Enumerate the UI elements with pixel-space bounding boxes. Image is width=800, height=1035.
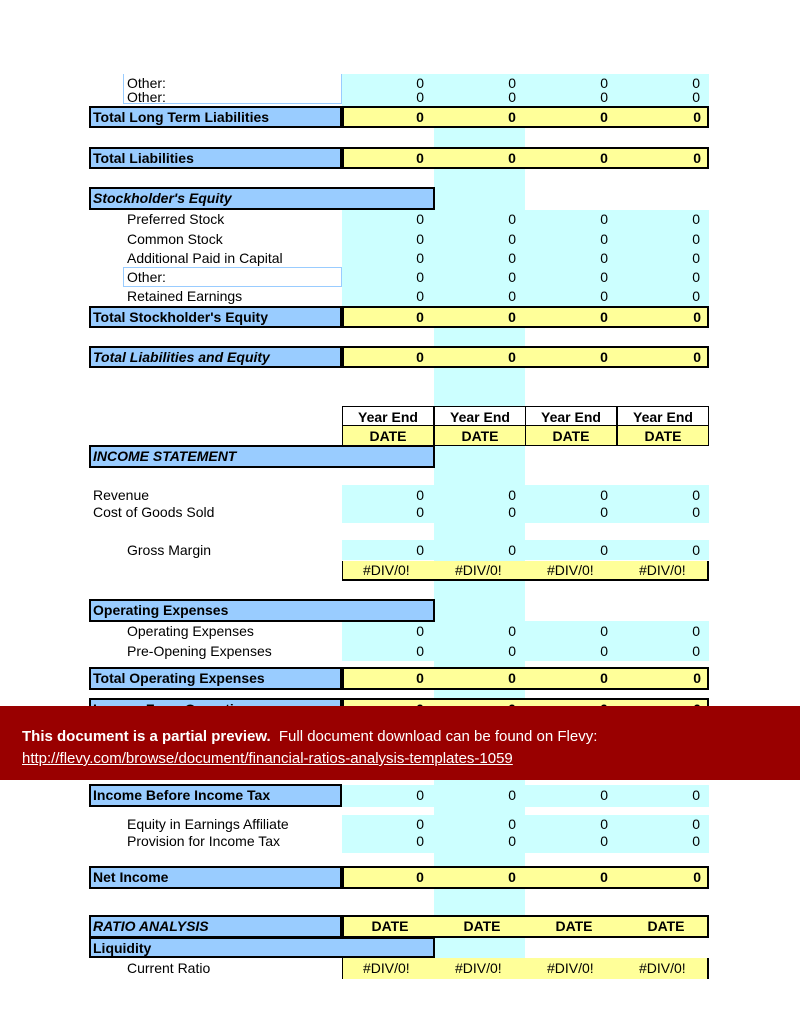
total-liabilities-and-equity-values: 0 0 0 0: [342, 346, 709, 368]
ratio-analysis-header: RATIO ANALYSIS: [89, 915, 342, 938]
value-cell: 0: [692, 288, 700, 304]
value-cell: 0: [692, 542, 700, 558]
value-cell: 0: [600, 504, 608, 520]
equity-row-label: Common Stock: [127, 231, 223, 247]
value-cell: 0: [416, 816, 424, 832]
total-liabilities-and-equity-label: Total Liabilities and Equity: [89, 346, 342, 368]
value-cell: 0: [600, 75, 608, 91]
stockholders-equity-header: Stockholder's Equity: [89, 187, 435, 210]
value-cell: 0: [416, 89, 424, 105]
date-header: DATE: [434, 425, 526, 446]
current-ratio-label: Current Ratio: [127, 960, 211, 976]
value-cell: 0: [692, 75, 700, 91]
value-cell: 0: [692, 89, 700, 105]
value-cell: 0: [508, 211, 516, 227]
equity-row-label: Retained Earnings: [127, 288, 243, 304]
opex-row-label: Operating Expenses: [127, 623, 254, 639]
equity-row-label: Other:: [127, 269, 166, 285]
value-cell: 0: [508, 250, 516, 266]
value-cell: 0: [600, 269, 608, 285]
current-ratio-values: #DIV/0! #DIV/0! #DIV/0! #DIV/0!: [342, 958, 709, 979]
value-cell: 0: [416, 623, 424, 639]
value-cell: 0: [416, 231, 424, 247]
date-header: DATE: [617, 425, 709, 446]
value-cell: 0: [416, 250, 424, 266]
liquidity-header: Liquidity: [89, 937, 435, 958]
date-header: DATE: [342, 425, 434, 446]
revenue-label: Revenue: [93, 487, 150, 503]
year-end-header: Year End: [342, 406, 434, 426]
value-cell: 0: [692, 269, 700, 285]
opex-row-label: Pre-Opening Expenses: [127, 643, 272, 659]
value-cell: 0: [600, 487, 608, 503]
value-cell: 0: [416, 643, 424, 659]
value-cell: 0: [600, 250, 608, 266]
date-header: DATE: [525, 425, 617, 446]
value-cell: 0: [508, 833, 516, 849]
value-cell: 0: [416, 288, 424, 304]
value-cell: 0: [416, 487, 424, 503]
value-cell: 0: [508, 623, 516, 639]
value-cell: 0: [600, 816, 608, 832]
value-cell: 0: [692, 504, 700, 520]
value-cell: 0: [508, 231, 516, 247]
preview-banner-message: Full document download can be found on Flevy:: [278, 728, 598, 745]
total-stockholders-equity-label: Total Stockholder's Equity: [89, 306, 342, 328]
net-income-label: Net Income: [89, 866, 342, 889]
value-cell: 0: [692, 250, 700, 266]
cogs-label: Cost of Goods Sold: [93, 504, 215, 520]
value-cell: 0: [416, 211, 424, 227]
value-cell: 0: [692, 833, 700, 849]
value-cell: 0: [508, 504, 516, 520]
value-cell: 0: [692, 816, 700, 832]
equity-row-label: Preferred Stock: [127, 211, 225, 227]
operating-expenses-header: Operating Expenses: [89, 599, 435, 622]
value-cell: 0: [600, 211, 608, 227]
value-cell: 0: [416, 504, 424, 520]
year-end-header: Year End: [525, 406, 617, 426]
value-cell: 0: [416, 75, 424, 91]
value-cell: 0: [600, 833, 608, 849]
value-cell: 0: [508, 288, 516, 304]
value-cell: 0: [508, 487, 516, 503]
total-operating-expenses-label: Total Operating Expenses: [89, 667, 342, 690]
gross-margin-percent-row: #DIV/0! #DIV/0! #DIV/0! #DIV/0!: [342, 561, 709, 581]
value-cell: 0: [692, 211, 700, 227]
value-cell: 0: [600, 643, 608, 659]
value-cell: 0: [692, 787, 700, 803]
value-cell: 0: [600, 787, 608, 803]
total-liabilities-values: 0 0 0 0: [342, 147, 709, 169]
value-cell: 0: [692, 623, 700, 639]
equity-earnings-label: Equity in Earnings Affiliate: [127, 816, 289, 832]
gross-margin-label: Gross Margin: [127, 542, 212, 558]
total-operating-expenses-values: 0 0 0 0: [342, 667, 709, 690]
preview-banner-bold: This document is a partial preview.: [22, 728, 271, 745]
other-label: Other:: [127, 75, 166, 91]
total-stockholders-equity-values: 0 0 0 0: [342, 306, 709, 328]
value-cell: 0: [600, 542, 608, 558]
value-cell: 0: [508, 269, 516, 285]
value-cell: 0: [600, 231, 608, 247]
total-long-term-liabilities-values: 0 0 0 0: [342, 106, 709, 128]
value-cell: 0: [508, 787, 516, 803]
value-cell: 0: [600, 623, 608, 639]
value-cell: 0: [508, 542, 516, 558]
value-cell: 0: [692, 231, 700, 247]
equity-row-label: Additional Paid in Capital: [127, 250, 283, 266]
income-before-tax-label: Income Before Income Tax: [89, 784, 342, 807]
value-cell: 0: [416, 269, 424, 285]
preview-banner-text: [22, 728, 597, 745]
income-statement-header: INCOME STATEMENT: [89, 445, 435, 468]
year-end-header: Year End: [617, 406, 709, 426]
flevy-download-link[interactable]: http://flevy.com/browse/document/financial-ratios-analysis-templates-1059: [22, 750, 513, 767]
value-cell: 0: [692, 487, 700, 503]
other-label: Other:: [127, 89, 166, 105]
value-cell: 0: [416, 542, 424, 558]
value-cell: 0: [600, 288, 608, 304]
value-cell: 0: [416, 833, 424, 849]
value-cell: 0: [600, 89, 608, 105]
net-income-values: 0 0 0 0: [342, 866, 709, 889]
value-cell: 0: [416, 787, 424, 803]
provision-tax-label: Provision for Income Tax: [127, 833, 281, 849]
value-cell: 0: [508, 643, 516, 659]
value-cell: 0: [508, 75, 516, 91]
total-long-term-liabilities-label: Total Long Term Liabilities: [89, 106, 342, 128]
total-liabilities-label: Total Liabilities: [89, 147, 342, 169]
year-end-header: Year End: [434, 406, 526, 426]
value-cell: 0: [508, 89, 516, 105]
ratio-analysis-dates: DATE DATE DATE DATE: [342, 915, 709, 938]
value-cell: 0: [508, 816, 516, 832]
value-cell: 0: [692, 643, 700, 659]
preview-banner: [0, 706, 800, 780]
